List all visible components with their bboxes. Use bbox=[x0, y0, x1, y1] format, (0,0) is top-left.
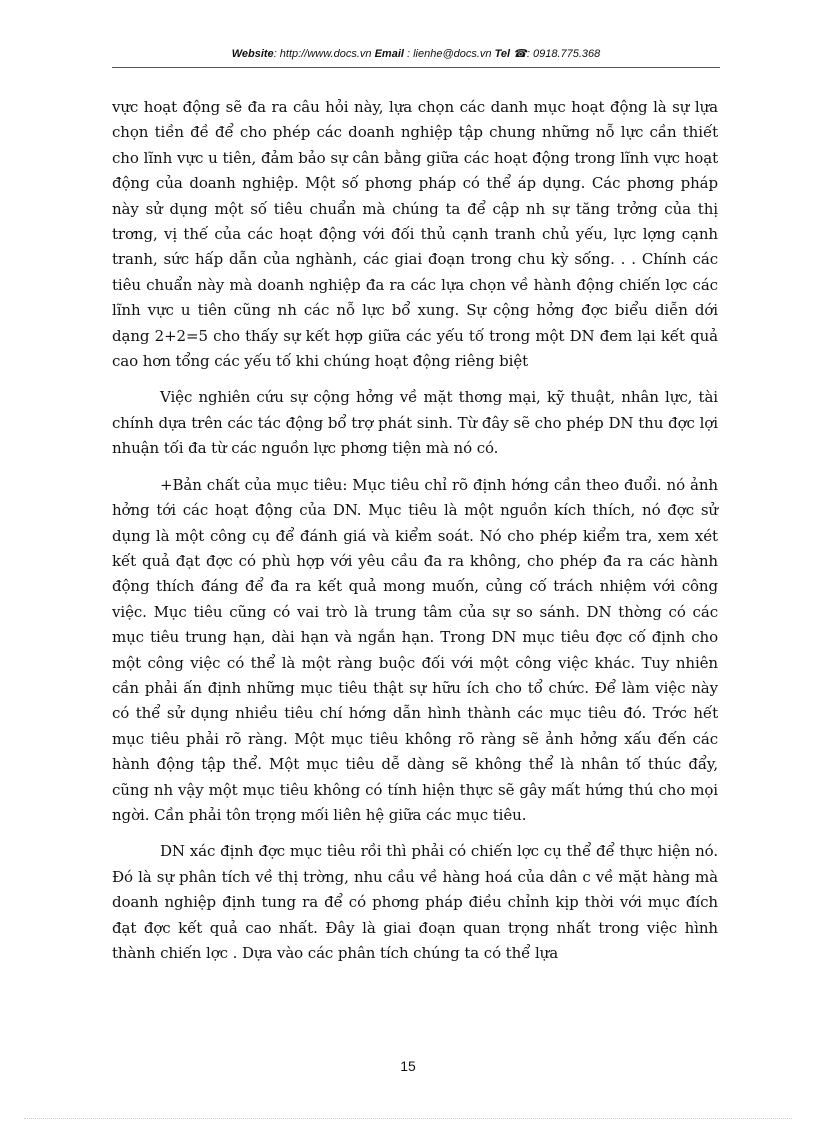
paragraph-synergy: Việc nghiên cứu sự cộng hởng về mặt thơng mại, kỹ thuật, nhân lực, tài chính dựa trên các tác động bổ trợ phát sinh. Từ đây sẽ cho phép DN thu đợc lợi nhuận tối đa từ các nguồn lực phơng tiện mà nó có. bbox=[112, 388, 718, 458]
bottom-divider bbox=[24, 1118, 792, 1119]
tel-label: Tel bbox=[494, 48, 511, 60]
page-number: 15 bbox=[400, 1058, 416, 1074]
email-label: Email bbox=[374, 48, 404, 60]
paragraph-strategy: DN xác định đợc mục tiêu rồi thì phải có chiến lợc cụ thể để thực hiện nó. Đó là sự phân tích về thị trờng, nhu cầu về hàng hoá của dân c về mặt hàng mà doanh nghiệp định tung ra để có phơng pháp điều chỉnh kịp thời với mục đích đạt đợc kết quả cao nhất. Đây là giai đoạn quan trọng nhất trong việc hình thành chiến lợc . Dựa vào các phân tích chúng ta có thể lựa bbox=[112, 842, 718, 962]
page-header bbox=[112, 47, 720, 68]
paragraph-objectives: +Bản chất của mục tiêu: Mục tiêu chỉ rõ định hớng cần theo đuổi. nó ảnh hởng tới các hoạt động của DN. Mục tiêu là một nguồn kích thích, nó đợc sử dụng là một công cụ để đánh giá và kiểm soát. Nó cho phép kiểm tra, xem xét kết quả đạt đợc có phù hợp với yêu cầu đa ra không, cho phép đa ra các hành động thích đáng để đa ra kết quả mong muốn, củng cố trách nhiệm với công việc. Mục tiêu cũng có vai trò là trung tâm của sự so sánh. DN thờng có các mục tiêu trung hạn, dài hạn và ngắn hạn. Trong DN mục tiêu đợc cố định cho một công việc có thể là một ràng buộc đối với một công việc khác. Tuy nhiên cần phải ấn định những mục tiêu thật sự hữu ích cho tổ chức. Để làm việc này có thể sử dụng nhiều tiêu chí hớng dẫn hình thành các mục tiêu đó. Trớc hết mục tiêu phải rõ ràng. Một mục tiêu không rõ ràng sẽ ảnh hởng xấu đến các hành động tập thể. Một mục tiêu dễ dàng sẽ không thể là nhân tố thúc đẩy, cũng nh vậy một mục tiêu không có tính hiện thực sẽ gây mất hứng thú cho mọi ngời. Cần phải tôn trọng mối liên hệ giữa các mục tiêu. bbox=[112, 475, 718, 824]
website-label: Website bbox=[231, 48, 274, 60]
website-value: : http://www.docs.vn bbox=[273, 48, 372, 60]
tel-value: : 0918.775.368 bbox=[526, 48, 601, 60]
phone-icon: ☎ bbox=[513, 48, 527, 60]
paragraph-continuation: vực hoạt động sẽ đa ra câu hỏi này, lựa chọn các danh mục hoạt động là sự lựa chọn tiền đề để cho phép các doanh nghiệp tập chung những nỗ lực cần thiết cho lĩnh vực u tiên, đảm bảo sự cân bằng giữa các hoạt động trong lĩnh vực hoạt động của doanh nghiệp. Một số phơng pháp có thể áp dụng. Các phơng pháp này sử dụng một số tiêu chuẩn mà chúng ta để cập nh sự tăng trởng của thị trơng, vị thế của các hoạt động với đối thủ cạnh tranh chủ yếu, lực lợng cạnh tranh, sức hấp dẫn của nghành, các giai đoạn trong chu kỳ sống. . . Chính các tiêu chuẩn này mà doanh nghiệp đa ra các lựa chọn về hành động chiến lợc các lĩnh vực u tiên cũng nh các nỗ lực bổ xung. Sự cộng hởng đợc biểu diễn dới dạng 2+2=5 cho thấy sự kết hợp giữa các yếu tố trong một DN đem lại kết quả cao hơn tổng các yếu tố khi chúng hoạt động riêng biệt bbox=[112, 98, 718, 371]
email-value: : lienhe@docs.vn bbox=[407, 48, 492, 60]
document-body bbox=[112, 95, 718, 977]
